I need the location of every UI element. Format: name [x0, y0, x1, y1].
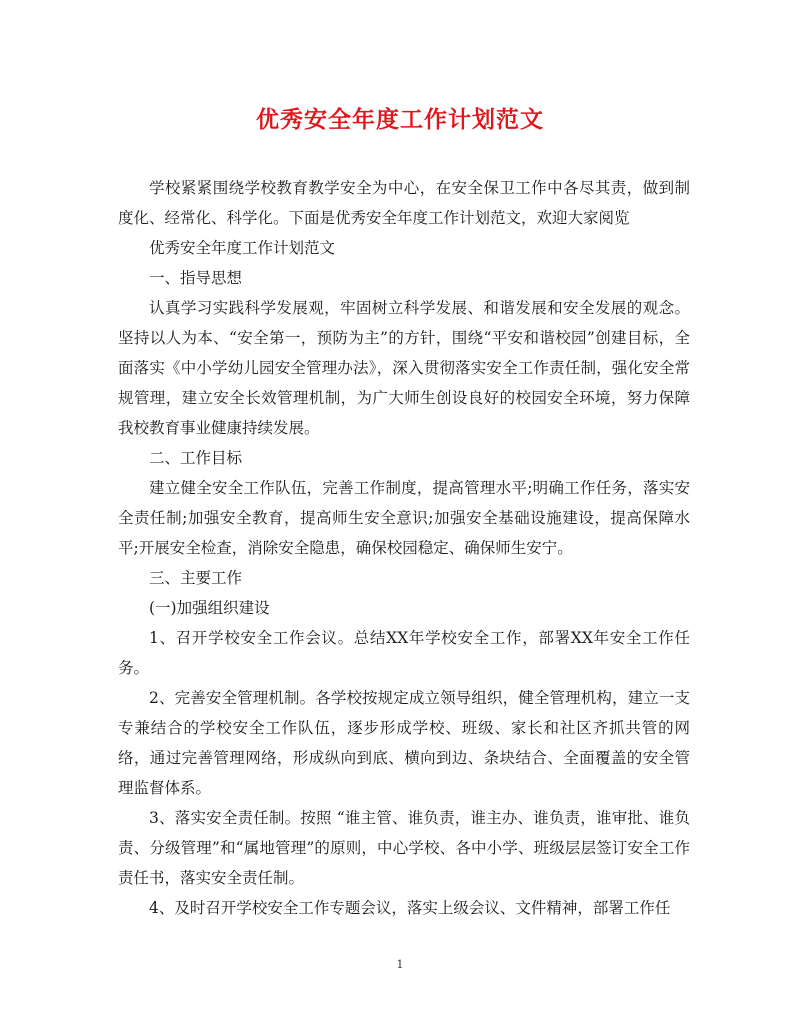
list-item-2: 2、完善安全管理机制。各学校按规定成立领导组织，健全管理机构，建立一支专兼结合的学校安全工作队伍，逐步形成学校、班级、家长和社区齐抓共管的网络，通过完善管理网络，形成纵向到底、横向到边、条块结合、全面覆盖的安全管理监督体系。 [118, 689, 690, 797]
paragraph-work-goals: 建立健全安全工作队伍，完善工作制度，提高管理水平;明确工作任务，落实安全责任制;加强安全教育，提高师生安全意识;加强安全基础设施建设，提高保障水平;开展安全检查，消除安全隐患，确保校园稳定、确保师生安宁。 [118, 479, 690, 557]
page-number: 1 [396, 958, 404, 971]
list-item-1: 1、召开学校安全工作会议。总结XX年学校安全工作，部署XX年安全工作任务。 [118, 629, 690, 677]
section-heading-work-goals: 二、工作目标 [149, 449, 243, 467]
document-title: 优秀安全年度工作计划范文 [256, 106, 544, 133]
section-heading-main-work: 三、主要工作 [149, 569, 243, 587]
list-item-4: 4、及时召开学校安全工作专题会议，落实上级会议、文件精神，部署工作任 [149, 899, 671, 917]
section-heading-guiding-ideology: 一、指导思想 [149, 269, 243, 287]
paragraph-intro: 学校紧紧围绕学校教育教学安全为中心，在安全保卫工作中各尽其责，做到制度化、经常化、科学化。下面是优秀安全年度工作计划范文，欢迎大家阅览 [118, 179, 690, 227]
paragraph-subtitle: 优秀安全年度工作计划范文 [149, 239, 336, 257]
subsection-heading-organization: (一)加强组织建设 [149, 599, 270, 617]
list-item-3: 3、落实安全责任制。按照 “谁主管、谁负责，谁主办、谁负责，谁审批、谁负责、分级管理”和“属地管理”的原则，中心学校、各中小学、班级层层签订安全工作责任书，落实安全责任制。 [118, 809, 690, 887]
document-body [118, 173, 690, 923]
paragraph-guiding-ideology: 认真学习实践科学发展观，牢固树立科学发展、和谐发展和安全发展的观念。坚持以人为本、“安全第一，预防为主”的方针，围绕“平安和谐校园”创建目标，全面落实《中小学幼儿园安全管理办法》，深入贯彻落实安全工作责任制，强化安全常规管理，建立安全长效管理机制，为广大师生创设良好的校园安全环境，努力保障我校教育事业健康持续发展。 [118, 299, 690, 437]
